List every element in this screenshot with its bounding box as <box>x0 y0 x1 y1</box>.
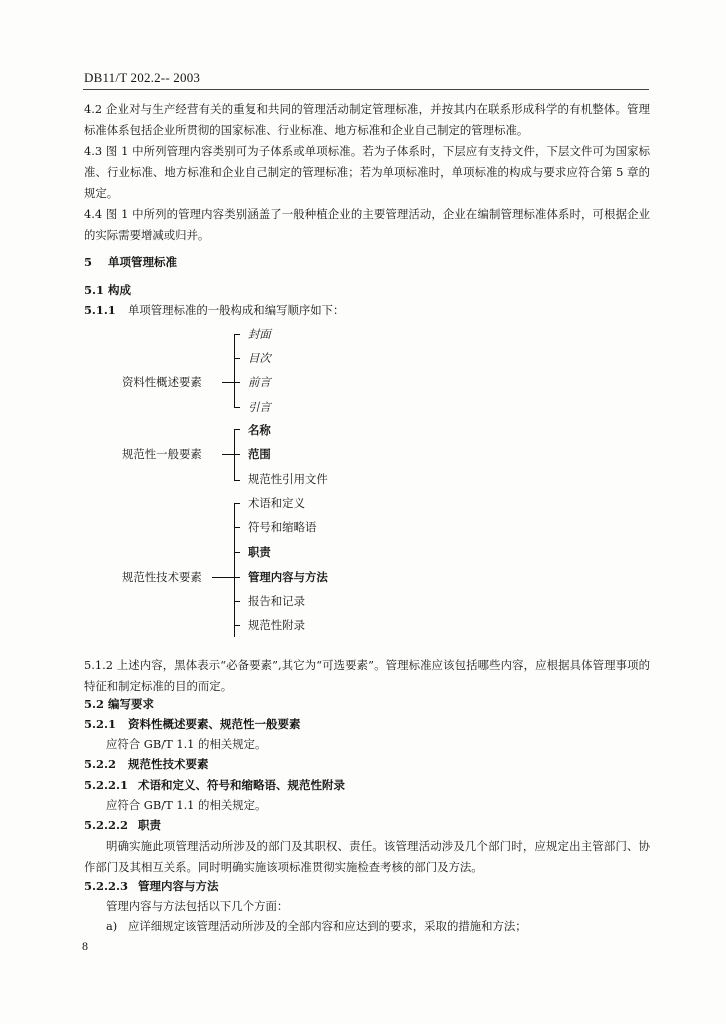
tree-item: 引言 <box>248 400 271 414</box>
bracket-tick <box>234 527 240 528</box>
bracket-tick <box>234 429 240 430</box>
bracket-tick <box>234 480 240 481</box>
section-5-heading <box>84 252 177 272</box>
tree-item: 前言 <box>248 375 271 389</box>
clause-title: 规范性技术要素 <box>128 757 209 771</box>
clause-body: 明确实施此项管理活动所涉及的部门及其职权、责任。该管理活动涉及几个部门时，应规定出主管部门、协作部门及其相互关系。同时明确实施该项标准贯彻实施检查考核的部门及方法。 <box>84 839 650 874</box>
heading-5-1: 5.1 构成 <box>84 283 132 297</box>
tree-item: 名称 <box>248 423 271 437</box>
tree-group-label: 规范性技术要素 <box>122 570 202 584</box>
list-item-a <box>106 916 527 936</box>
bracket-line <box>234 503 235 637</box>
heading-5-2-2-2 <box>84 815 161 835</box>
tree-item: 封面 <box>248 327 271 341</box>
bracket-tick <box>212 577 240 578</box>
heading-5-2-2-3 <box>84 876 219 896</box>
tree-item: 规范性引用文件 <box>248 472 328 486</box>
tree-item: 职责 <box>248 545 271 559</box>
paragraph-4-3: 4.3 图 1 中所列管理内容类别可为子体系或单项标准。若为子体系时，下层应有支持文件，下层文件可为国家标准、行业标准、地方标准和企业自己制定的管理标准；若为单项标准时，单项标准的构成与要求应符合第 5 章的规定。 <box>84 144 650 200</box>
clause-title: 资料性概述要素、规范性一般要素 <box>128 717 301 731</box>
heading-5-2-2 <box>84 754 209 774</box>
clause-body: 管理内容与方法包括以下几个方面： <box>106 899 289 913</box>
section-number: 5 <box>84 255 93 269</box>
tree-group-label: 规范性一般要素 <box>122 447 202 461</box>
list-item-text: 应详细规定该管理活动所涉及的全部内容和应达到的要求，采取的措施和方法； <box>128 919 527 933</box>
tree-item: 范围 <box>248 447 271 461</box>
bracket-tick <box>234 407 240 408</box>
heading-5-2: 5.2 编写要求 <box>84 697 155 711</box>
clause-number: 5.2.2.3 <box>84 879 129 893</box>
bracket-tick <box>222 382 240 383</box>
bracket-tick <box>234 601 240 602</box>
section-title: 单项管理标准 <box>108 255 177 269</box>
clause-number: 5.2.2.1 <box>84 778 129 792</box>
paragraph-4-4: 4.4 图 1 中所列的管理内容类别涵盖了一般种植企业的主要管理活动，企业在编制管理标准体系时，可根据企业的实际需要增减或归并。 <box>84 207 650 242</box>
tree-item: 规范性附录 <box>248 618 305 632</box>
heading-5-2-2-1 <box>84 775 345 795</box>
clause-number: 5.2.2 <box>84 757 117 771</box>
header-divider <box>83 89 649 90</box>
clause-title: 职责 <box>138 818 161 832</box>
bracket-tick <box>222 454 240 455</box>
tree-item: 管理内容与方法 <box>248 570 328 584</box>
clause-body: 应符合 GB/T 1.1 的相关规定。 <box>106 798 267 812</box>
clause-number: 5.2.1 <box>84 717 117 731</box>
clause-number: 5.1.1 <box>84 303 116 317</box>
page-number: 8 <box>82 939 88 953</box>
document-code-header: DB11/T 202.2-- 2003 <box>84 70 201 85</box>
bracket-tick <box>234 334 240 335</box>
list-marker: a) <box>106 919 118 933</box>
tree-group-label: 资料性概述要素 <box>122 375 202 389</box>
paragraph-4-2: 4.2 企业对与生产经营有关的重复和共同的管理活动制定管理标准，并按其内在联系形成科学的有机整体。管理标准体系包括企业所贯彻的国家标准、行业标准、地方标准和企业自己制定的管理标准。 <box>84 102 650 137</box>
tree-item: 术语和定义 <box>248 496 305 510</box>
clause-title: 管理内容与方法 <box>138 879 219 893</box>
bracket-tick <box>234 358 240 359</box>
bracket-tick <box>234 625 240 626</box>
bracket-tick <box>234 503 240 504</box>
clause-number: 5.2.2.2 <box>84 818 129 832</box>
heading-5-1-1 <box>84 300 344 320</box>
tree-item: 目次 <box>248 351 271 365</box>
clause-title: 术语和定义、符号和缩略语、规范性附录 <box>138 778 345 792</box>
heading-5-2-1 <box>84 714 301 734</box>
bracket-line <box>234 334 235 408</box>
paragraph-5-1-2: 5.1.2 上述内容，黑体表示“必备要素”,其它为“可选要素”。管理标准应该包括哪些内容，应根据具体管理事项的特征和制定标准的目的而定。 <box>84 658 650 693</box>
clause-text: 单项管理标准的一般构成和编写顺序如下： <box>128 303 345 317</box>
tree-item: 符号和缩略语 <box>248 520 317 534</box>
clause-body: 应符合 GB/T 1.1 的相关规定。 <box>106 737 267 751</box>
tree-item: 报告和记录 <box>248 594 305 608</box>
bracket-tick <box>234 552 240 553</box>
